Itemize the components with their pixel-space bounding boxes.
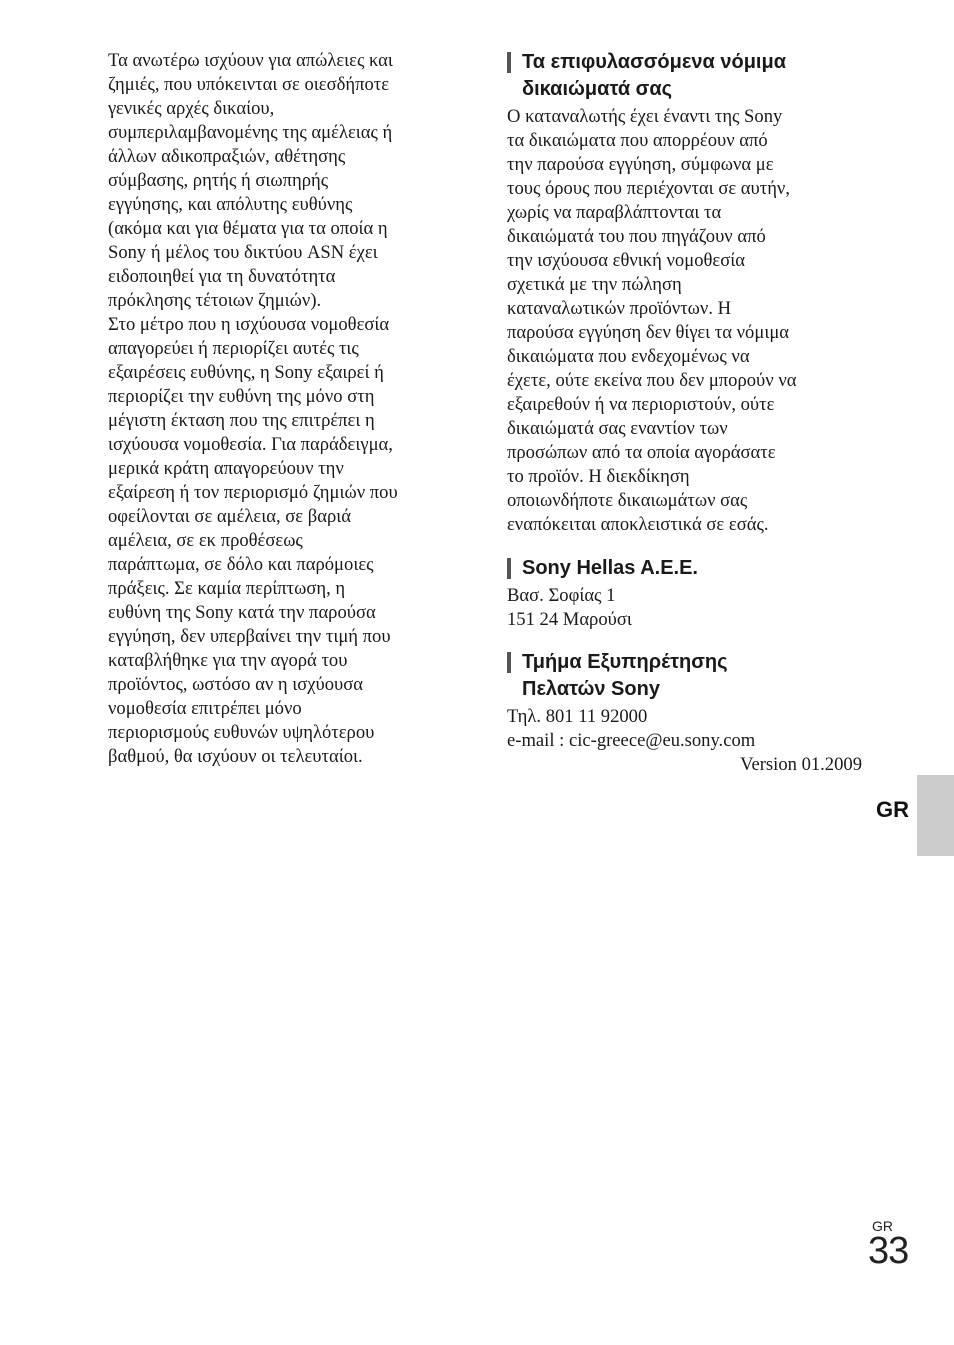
text-line: εγγύηση, δεν υπερβαίνει την τιμή που (108, 626, 391, 647)
address-street: Βασ. Σοφίας 1 (507, 585, 616, 606)
section-body-legal-rights (507, 105, 867, 537)
text-line: (ακόμα και για θέματα για τα οποία η (108, 218, 388, 239)
text-line: Sony ή μέλος του δικτύου ASN έχει (108, 242, 378, 263)
text-line: νομοθεσία επιτρέπει μόνο (108, 698, 302, 719)
text-line: πράξεις. Σε καμία περίπτωση, η (108, 578, 346, 599)
text-line: πρόκλησης τέτοιων ζημιών). (108, 290, 322, 311)
text-line: οποιωνδήποτε δικαιωμάτων σας (507, 490, 748, 511)
text-line: δικαιώματά σας εναντίον των (507, 418, 728, 439)
text-line: δικαιώματα που ενδεχομένως να (507, 346, 750, 367)
text-line: Τα ανωτέρω ισχύουν για απώλειες και (108, 50, 393, 71)
text-line: χωρίς να παραβλάπτονται τα (507, 202, 722, 223)
heading-line: Τα επιφυλασσόμενα νόμιμα (522, 51, 787, 73)
text-line: καταβλήθηκε για την αγορά του (108, 650, 348, 671)
address-block (507, 584, 867, 632)
heading-line: Πελατών Sony (522, 678, 660, 700)
text-line: εναπόκειται αποκλειστικά σε εσάς. (507, 514, 769, 535)
address-city: 151 24 Μαρούσι (507, 609, 632, 630)
contact-email: e-mail : cic-greece@eu.sony.com (507, 730, 756, 751)
text-line: ευθύνη της Sony κατά την παρούσα (108, 602, 376, 623)
right-column (507, 49, 867, 777)
language-tab-label: GR (876, 797, 909, 822)
text-line: περιορισμούς ευθυνών υψηλότερου (108, 722, 375, 743)
text-line: μερικά κράτη απαγορεύουν την (108, 458, 344, 479)
page-number: 33 (868, 1230, 909, 1272)
text-line: οφείλονται σε αμέλεια, σε βαριά (108, 506, 351, 527)
text-line: μέγιστη έκταση που της επιτρέπει η (108, 410, 375, 431)
section-heading-customer-service (507, 649, 867, 703)
text-line: εξαίρεση ή τον περιορισμό ζημιών που (108, 482, 398, 503)
text-line: παρούσα εγγύηση δεν θίγει τα νόμιμα (507, 322, 790, 343)
text-line: βαθμού, θα ισχύουν οι τελευταίοι. (108, 746, 363, 767)
text-line: προϊόντος, ωστόσο αν η ισχύουσα (108, 674, 364, 695)
text-line: την παρούσα εγγύηση, σύμφωνα με (507, 154, 774, 175)
text-line: εξαιρεθούν ή να περιοριστούν, ούτε (507, 394, 775, 415)
heading-line: Τμήμα Εξυπηρέτησης (522, 651, 728, 673)
footer-language: GR (872, 1218, 893, 1234)
heading-bar (507, 558, 511, 579)
text-line: καταναλωτικών προϊόντων. Η (507, 298, 732, 319)
text-line: ειδοποιηθεί για τη δυνατότητα (108, 266, 336, 287)
text-line: ισχύουσα νομοθεσία. Για παράδειγμα, (108, 434, 393, 455)
text-line: εξαιρέσεις ευθύνης, η Sony εξαιρεί ή (108, 362, 384, 383)
text-line: γενικές αρχές δικαίου, (108, 98, 275, 119)
language-side-tab (917, 775, 954, 856)
text-line: δικαιώματά του που πηγάζουν από (507, 226, 766, 247)
contact-block (507, 705, 867, 777)
text-line: ζημιές, που υπόκεινται σε οιεσδήποτε (108, 74, 390, 95)
text-line: εγγύησης, και απόλυτης ευθύνης (108, 194, 353, 215)
heading-line: δικαιώματά σας (522, 78, 673, 100)
text-line: έχετε, ούτε εκείνα που δεν μπορούν να (507, 370, 797, 391)
text-line: τους όρους που περιέχονται σε αυτήν, (507, 178, 790, 199)
text-line: σύμβασης, ρητής ή σιωπηρής (108, 170, 329, 191)
text-line: απαγορεύει ή περιορίζει αυτές τις (108, 338, 359, 359)
text-line: προσώπων από τα οποία αγοράσατε (507, 442, 776, 463)
section-heading-legal-rights (507, 49, 867, 103)
text-line: Ο καταναλωτής έχει έναντι της Sony (507, 106, 783, 127)
text-line: το προϊόν. Η διεκδίκηση (507, 466, 690, 487)
version-label: Version 01.2009 (740, 754, 862, 775)
section-heading-sony-hellas (507, 555, 867, 582)
text-line: άλλων αδικοπραξιών, αθέτησης (108, 146, 346, 167)
heading-bar (507, 652, 511, 673)
heading-bar (507, 52, 511, 73)
text-line: τα δικαιώματα που απορρέουν από (507, 130, 768, 151)
heading-line: Sony Hellas A.E.E. (522, 557, 698, 579)
text-line: σχετικά με την πώληση (507, 274, 682, 295)
left-column (108, 49, 468, 769)
text-line: την ισχύουσα εθνική νομοθεσία (507, 250, 745, 271)
text-line: Στο μέτρο που η ισχύουσα νομοθεσία (108, 314, 390, 335)
contact-phone: Τηλ. 801 11 92000 (507, 706, 648, 727)
text-line: συμπεριλαμβανομένης της αμέλειας ή (108, 122, 393, 143)
text-line: αμέλεια, σε εκ προθέσεως (108, 530, 303, 551)
text-line: περιορίζει την ευθύνη της μόνο στη (108, 386, 375, 407)
text-line: παράπτωμα, σε δόλο και παρόμοιες (108, 554, 374, 575)
